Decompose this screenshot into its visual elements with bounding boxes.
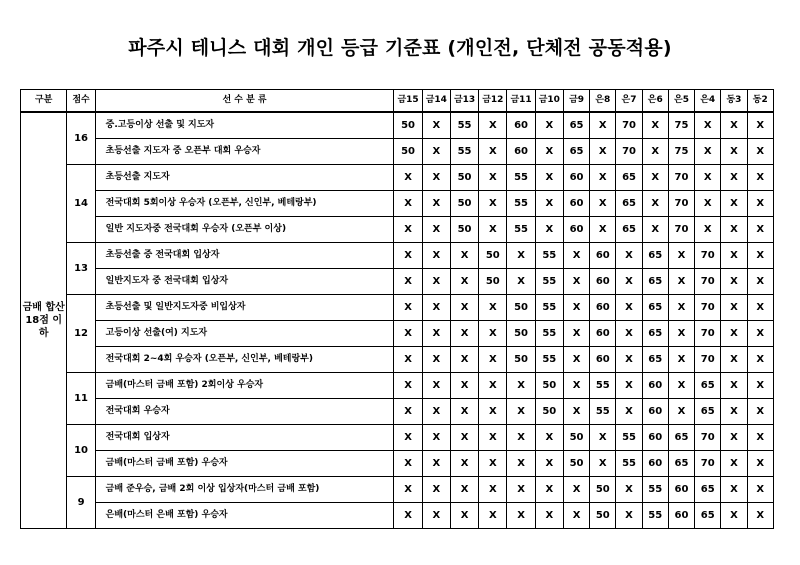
grade-value-cell: 55 xyxy=(616,425,642,451)
grade-value-cell: X xyxy=(616,347,642,373)
table-row xyxy=(21,295,774,321)
grade-value-cell: 55 xyxy=(590,373,616,399)
grade-value-cell: X xyxy=(590,139,616,165)
grade-value-cell: X xyxy=(747,451,773,477)
grade-value-cell: X xyxy=(616,399,642,425)
grade-value-cell: X xyxy=(747,399,773,425)
classification-cell: 금배(마스터 금배 포함) 2회이상 우승자 xyxy=(95,373,394,399)
grade-value-cell: X xyxy=(507,269,535,295)
grade-value-cell: 60 xyxy=(668,477,694,503)
grade-value-cell: X xyxy=(450,321,478,347)
grade-value-cell: 50 xyxy=(507,321,535,347)
grade-value-cell: 65 xyxy=(695,373,721,399)
classification-cell: 전국대회 입상자 xyxy=(95,425,394,451)
grade-value-cell: 55 xyxy=(642,477,668,503)
grade-value-cell: 70 xyxy=(668,217,694,243)
table-row xyxy=(21,503,774,529)
grade-value-cell: X xyxy=(642,112,668,139)
grade-value-cell: X xyxy=(507,451,535,477)
grade-value-cell: X xyxy=(747,269,773,295)
grade-value-cell: 60 xyxy=(590,347,616,373)
grade-value-cell: 60 xyxy=(563,165,589,191)
grade-value-cell: X xyxy=(616,321,642,347)
grade-value-cell: 50 xyxy=(450,191,478,217)
grade-value-cell: X xyxy=(535,165,563,191)
grade-value-cell: 50 xyxy=(394,112,422,139)
grade-value-cell: X xyxy=(721,477,747,503)
grade-value-cell: 65 xyxy=(695,477,721,503)
grade-value-cell: X xyxy=(695,191,721,217)
grade-value-cell: X xyxy=(668,243,694,269)
grade-value-cell: X xyxy=(747,191,773,217)
table-row xyxy=(21,217,774,243)
grade-value-cell: 60 xyxy=(590,269,616,295)
grade-value-cell: 65 xyxy=(616,165,642,191)
table-row xyxy=(21,112,774,139)
grade-value-cell: X xyxy=(563,269,589,295)
grade-value-cell: 55 xyxy=(507,165,535,191)
classification-cell: 전국대회 2~4회 우승자 (오픈부, 신인부, 베테랑부) xyxy=(95,347,394,373)
grade-value-cell: X xyxy=(507,425,535,451)
grade-value-cell: 50 xyxy=(563,451,589,477)
grade-value-cell: 70 xyxy=(695,321,721,347)
grade-value-cell: X xyxy=(747,112,773,139)
table-row xyxy=(21,243,774,269)
grade-value-cell: X xyxy=(394,269,422,295)
grade-value-cell: X xyxy=(668,269,694,295)
score-cell: 10 xyxy=(67,425,95,477)
grade-value-cell: X xyxy=(695,217,721,243)
grade-value-cell: 55 xyxy=(450,112,478,139)
grade-value-cell: 70 xyxy=(668,191,694,217)
grade-value-cell: X xyxy=(422,425,450,451)
header-row xyxy=(21,90,774,113)
grade-value-cell: X xyxy=(422,165,450,191)
grade-value-cell: 50 xyxy=(450,217,478,243)
grade-value-cell: X xyxy=(747,477,773,503)
grade-value-cell: 50 xyxy=(507,295,535,321)
grade-value-cell: X xyxy=(721,243,747,269)
grade-value-cell: X xyxy=(747,139,773,165)
grade-value-cell: X xyxy=(450,399,478,425)
score-cell: 11 xyxy=(67,373,95,425)
grade-value-cell: 55 xyxy=(535,321,563,347)
grade-value-cell: X xyxy=(563,243,589,269)
grade-value-cell: 65 xyxy=(695,503,721,529)
grade-value-cell: X xyxy=(535,191,563,217)
grade-value-cell: X xyxy=(422,191,450,217)
grade-value-cell: X xyxy=(721,269,747,295)
table-row xyxy=(21,321,774,347)
classification-cell: 금배(마스터 금배 포함) 우승자 xyxy=(95,451,394,477)
grade-value-cell: 50 xyxy=(507,347,535,373)
grade-value-cell: X xyxy=(394,503,422,529)
classification-cell: 전국대회 5회이상 우승자 (오픈부, 신인부, 베테랑부) xyxy=(95,191,394,217)
table-row xyxy=(21,347,774,373)
grade-value-cell: 55 xyxy=(642,503,668,529)
classification-cell: 일반지도자 중 전국대회 입상자 xyxy=(95,269,394,295)
grade-value-cell: X xyxy=(450,269,478,295)
grade-value-cell: 60 xyxy=(563,191,589,217)
grade-value-cell: X xyxy=(450,243,478,269)
grade-value-cell: 65 xyxy=(642,321,668,347)
grade-value-cell: X xyxy=(642,139,668,165)
grade-value-cell: X xyxy=(747,373,773,399)
grade-value-cell: 55 xyxy=(590,399,616,425)
grade-value-cell: X xyxy=(422,503,450,529)
classification-cell: 고등이상 선출(여) 지도자 xyxy=(95,321,394,347)
grade-value-cell: X xyxy=(721,295,747,321)
classification-cell: 초등선출 중 전국대회 입상자 xyxy=(95,243,394,269)
grade-value-cell: X xyxy=(479,112,507,139)
grade-value-cell: 50 xyxy=(563,425,589,451)
grade-value-cell: 55 xyxy=(507,191,535,217)
grade-value-cell: X xyxy=(422,321,450,347)
grade-value-cell: X xyxy=(721,321,747,347)
grade-value-cell: X xyxy=(747,165,773,191)
grade-value-cell: 60 xyxy=(642,451,668,477)
header-score: 점수 xyxy=(67,90,95,113)
grade-value-cell: 65 xyxy=(616,217,642,243)
grade-value-cell: 60 xyxy=(668,503,694,529)
grade-value-cell: X xyxy=(695,139,721,165)
score-cell: 16 xyxy=(67,112,95,165)
grade-value-cell: X xyxy=(563,503,589,529)
score-cell: 12 xyxy=(67,295,95,373)
grade-value-cell: X xyxy=(479,295,507,321)
grade-value-cell: X xyxy=(668,321,694,347)
grade-value-cell: X xyxy=(422,295,450,321)
grade-value-cell: X xyxy=(616,477,642,503)
classification-cell: 초등선출 지도자 중 오픈부 대회 우승자 xyxy=(95,139,394,165)
header-grade: 금15 xyxy=(394,90,422,113)
grade-value-cell: X xyxy=(422,112,450,139)
group-label: 금배 합산 18점 이하 xyxy=(21,112,67,529)
grade-value-cell: X xyxy=(616,243,642,269)
header-group: 구분 xyxy=(21,90,67,113)
grade-value-cell: X xyxy=(535,451,563,477)
grade-value-cell: X xyxy=(422,243,450,269)
grade-value-cell: X xyxy=(394,243,422,269)
table-row xyxy=(21,477,774,503)
grade-value-cell: X xyxy=(535,112,563,139)
grade-value-cell: 60 xyxy=(642,373,668,399)
grade-value-cell: X xyxy=(450,373,478,399)
grade-value-cell: 50 xyxy=(590,477,616,503)
grade-value-cell: X xyxy=(422,269,450,295)
grade-value-cell: X xyxy=(479,217,507,243)
header-grade: 금9 xyxy=(563,90,589,113)
grade-value-cell: 60 xyxy=(590,295,616,321)
table-row xyxy=(21,399,774,425)
grade-value-cell: X xyxy=(394,451,422,477)
grade-value-cell: 70 xyxy=(695,425,721,451)
grade-value-cell: X xyxy=(394,191,422,217)
grade-value-cell: X xyxy=(721,217,747,243)
grade-value-cell: 50 xyxy=(479,243,507,269)
grade-value-cell: X xyxy=(394,347,422,373)
grade-value-cell: X xyxy=(450,425,478,451)
grade-value-cell: 55 xyxy=(535,243,563,269)
grade-value-cell: 65 xyxy=(563,112,589,139)
table-row xyxy=(21,269,774,295)
grade-value-cell: X xyxy=(535,217,563,243)
grade-value-cell: 70 xyxy=(616,112,642,139)
grade-value-cell: 60 xyxy=(507,139,535,165)
grade-value-cell: X xyxy=(450,503,478,529)
classification-cell: 일반 지도자중 전국대회 우승자 (오픈부 이상) xyxy=(95,217,394,243)
header-grade: 금10 xyxy=(535,90,563,113)
header-grade: 금12 xyxy=(479,90,507,113)
classification-cell: 초등선출 및 일반지도자중 비입상자 xyxy=(95,295,394,321)
classification-cell: 전국대회 우승자 xyxy=(95,399,394,425)
grade-value-cell: X xyxy=(479,139,507,165)
table-row xyxy=(21,139,774,165)
grade-value-cell: X xyxy=(721,425,747,451)
grade-value-cell: X xyxy=(563,295,589,321)
grade-value-cell: 65 xyxy=(563,139,589,165)
classification-cell: 은배(마스터 은배 포함) 우승자 xyxy=(95,503,394,529)
grade-value-cell: 60 xyxy=(642,425,668,451)
grade-value-cell: X xyxy=(721,399,747,425)
grade-value-cell: X xyxy=(590,112,616,139)
grade-value-cell: X xyxy=(721,503,747,529)
page-title: 파주시 테니스 대회 개인 등급 기준표 (개인전, 단체전 공동적용) xyxy=(128,37,672,59)
grade-value-cell: X xyxy=(590,451,616,477)
grade-value-cell: X xyxy=(563,373,589,399)
table-body xyxy=(21,112,774,529)
grade-value-cell: 55 xyxy=(535,347,563,373)
grade-value-cell: 50 xyxy=(535,373,563,399)
grade-value-cell: X xyxy=(535,425,563,451)
grade-value-cell: 70 xyxy=(695,269,721,295)
grade-value-cell: X xyxy=(721,373,747,399)
grade-value-cell: 70 xyxy=(695,347,721,373)
grade-value-cell: X xyxy=(668,399,694,425)
grade-value-cell: X xyxy=(590,217,616,243)
grade-value-cell: X xyxy=(422,373,450,399)
table-row xyxy=(21,373,774,399)
grade-value-cell: X xyxy=(479,425,507,451)
grade-value-cell: X xyxy=(422,399,450,425)
grade-value-cell: X xyxy=(668,295,694,321)
grade-value-cell: 60 xyxy=(642,399,668,425)
grade-value-cell: X xyxy=(394,373,422,399)
grade-value-cell: X xyxy=(507,243,535,269)
grade-value-cell: X xyxy=(394,425,422,451)
grade-value-cell: X xyxy=(394,321,422,347)
classification-cell: 중.고등이상 선출 및 지도자 xyxy=(95,112,394,139)
grade-value-cell: 50 xyxy=(394,139,422,165)
grade-value-cell: 65 xyxy=(668,451,694,477)
grade-value-cell: X xyxy=(479,399,507,425)
grade-value-cell: 50 xyxy=(535,399,563,425)
grade-value-cell: X xyxy=(535,477,563,503)
grade-value-cell: X xyxy=(721,112,747,139)
grade-value-cell: X xyxy=(479,503,507,529)
grade-value-cell: X xyxy=(747,503,773,529)
grade-value-cell: 60 xyxy=(563,217,589,243)
grade-value-cell: X xyxy=(695,112,721,139)
grade-value-cell: 65 xyxy=(642,295,668,321)
grade-value-cell: 55 xyxy=(616,451,642,477)
classification-cell: 초등선출 지도자 xyxy=(95,165,394,191)
grade-value-cell: X xyxy=(450,477,478,503)
grade-value-cell: X xyxy=(721,139,747,165)
grade-value-cell: 55 xyxy=(507,217,535,243)
header-grade: 동2 xyxy=(747,90,773,113)
grade-value-cell: X xyxy=(450,451,478,477)
grade-value-cell: X xyxy=(535,139,563,165)
grade-value-cell: X xyxy=(642,217,668,243)
grade-value-cell: X xyxy=(479,373,507,399)
grade-value-cell: 60 xyxy=(590,243,616,269)
table-row xyxy=(21,165,774,191)
grade-value-cell: X xyxy=(747,295,773,321)
grade-value-cell: 65 xyxy=(642,243,668,269)
grade-value-cell: 50 xyxy=(590,503,616,529)
header-grade: 은6 xyxy=(642,90,668,113)
grade-value-cell: 65 xyxy=(616,191,642,217)
grade-value-cell: X xyxy=(507,477,535,503)
score-cell: 9 xyxy=(67,477,95,529)
grade-value-cell: X xyxy=(394,217,422,243)
grade-value-cell: 65 xyxy=(642,347,668,373)
grade-value-cell: 70 xyxy=(695,243,721,269)
grade-table xyxy=(20,89,774,529)
header-grade: 동3 xyxy=(721,90,747,113)
header-classification: 선 수 분 류 xyxy=(95,90,394,113)
grade-value-cell: X xyxy=(563,477,589,503)
grade-value-cell: X xyxy=(590,191,616,217)
grade-value-cell: 75 xyxy=(668,112,694,139)
grade-value-cell: X xyxy=(721,191,747,217)
header-grade: 금14 xyxy=(422,90,450,113)
grade-value-cell: X xyxy=(563,347,589,373)
table-row xyxy=(21,425,774,451)
grade-value-cell: X xyxy=(616,503,642,529)
grade-value-cell: X xyxy=(394,399,422,425)
header-grade: 은5 xyxy=(668,90,694,113)
grade-value-cell: X xyxy=(563,321,589,347)
grade-value-cell: X xyxy=(642,191,668,217)
grade-value-cell: X xyxy=(535,503,563,529)
grade-value-cell: X xyxy=(479,191,507,217)
grade-value-cell: X xyxy=(507,399,535,425)
table-row xyxy=(21,191,774,217)
grade-value-cell: 70 xyxy=(695,295,721,321)
grade-value-cell: 65 xyxy=(668,425,694,451)
grade-value-cell: X xyxy=(747,347,773,373)
grade-value-cell: X xyxy=(747,217,773,243)
grade-value-cell: X xyxy=(507,373,535,399)
grade-value-cell: X xyxy=(721,347,747,373)
grade-value-cell: X xyxy=(422,477,450,503)
grade-value-cell: X xyxy=(721,165,747,191)
grade-value-cell: X xyxy=(616,269,642,295)
grade-value-cell: X xyxy=(642,165,668,191)
grade-value-cell: X xyxy=(747,321,773,347)
grade-value-cell: 70 xyxy=(668,165,694,191)
grade-value-cell: 55 xyxy=(450,139,478,165)
grade-value-cell: 70 xyxy=(695,451,721,477)
grade-value-cell: X xyxy=(422,451,450,477)
grade-value-cell: X xyxy=(422,347,450,373)
grade-value-cell: X xyxy=(450,295,478,321)
grade-value-cell: X xyxy=(747,243,773,269)
grade-value-cell: X xyxy=(695,165,721,191)
grade-value-cell: X xyxy=(450,347,478,373)
grade-value-cell: X xyxy=(479,451,507,477)
grade-value-cell: 55 xyxy=(535,269,563,295)
grade-value-cell: 70 xyxy=(616,139,642,165)
header-grade: 금11 xyxy=(507,90,535,113)
table-row xyxy=(21,451,774,477)
grade-value-cell: 60 xyxy=(590,321,616,347)
grade-value-cell: X xyxy=(479,477,507,503)
grade-value-cell: X xyxy=(563,399,589,425)
grade-value-cell: X xyxy=(668,347,694,373)
grade-value-cell: 55 xyxy=(535,295,563,321)
grade-value-cell: X xyxy=(507,503,535,529)
grade-value-cell: X xyxy=(479,321,507,347)
grade-value-cell: 50 xyxy=(450,165,478,191)
grade-value-cell: X xyxy=(422,217,450,243)
grade-value-cell: X xyxy=(394,295,422,321)
header-grade: 은4 xyxy=(695,90,721,113)
grade-value-cell: 65 xyxy=(695,399,721,425)
grade-value-cell: X xyxy=(747,425,773,451)
grade-value-cell: X xyxy=(616,373,642,399)
grade-value-cell: X xyxy=(394,165,422,191)
grade-value-cell: X xyxy=(616,295,642,321)
grade-value-cell: X xyxy=(422,139,450,165)
grade-value-cell: 75 xyxy=(668,139,694,165)
grade-value-cell: 60 xyxy=(507,112,535,139)
grade-value-cell: 65 xyxy=(642,269,668,295)
grade-value-cell: 50 xyxy=(479,269,507,295)
grade-value-cell: X xyxy=(590,425,616,451)
grade-value-cell: X xyxy=(394,477,422,503)
score-cell: 14 xyxy=(67,165,95,243)
header-grade: 은7 xyxy=(616,90,642,113)
classification-cell: 금배 준우승, 금배 2회 이상 입상자(마스터 금배 포함) xyxy=(95,477,394,503)
grade-value-cell: X xyxy=(590,165,616,191)
grade-value-cell: X xyxy=(479,165,507,191)
header-grade: 금13 xyxy=(450,90,478,113)
score-cell: 13 xyxy=(67,243,95,295)
grade-value-cell: X xyxy=(668,373,694,399)
grade-value-cell: X xyxy=(721,451,747,477)
header-grade: 은8 xyxy=(590,90,616,113)
grade-value-cell: X xyxy=(479,347,507,373)
